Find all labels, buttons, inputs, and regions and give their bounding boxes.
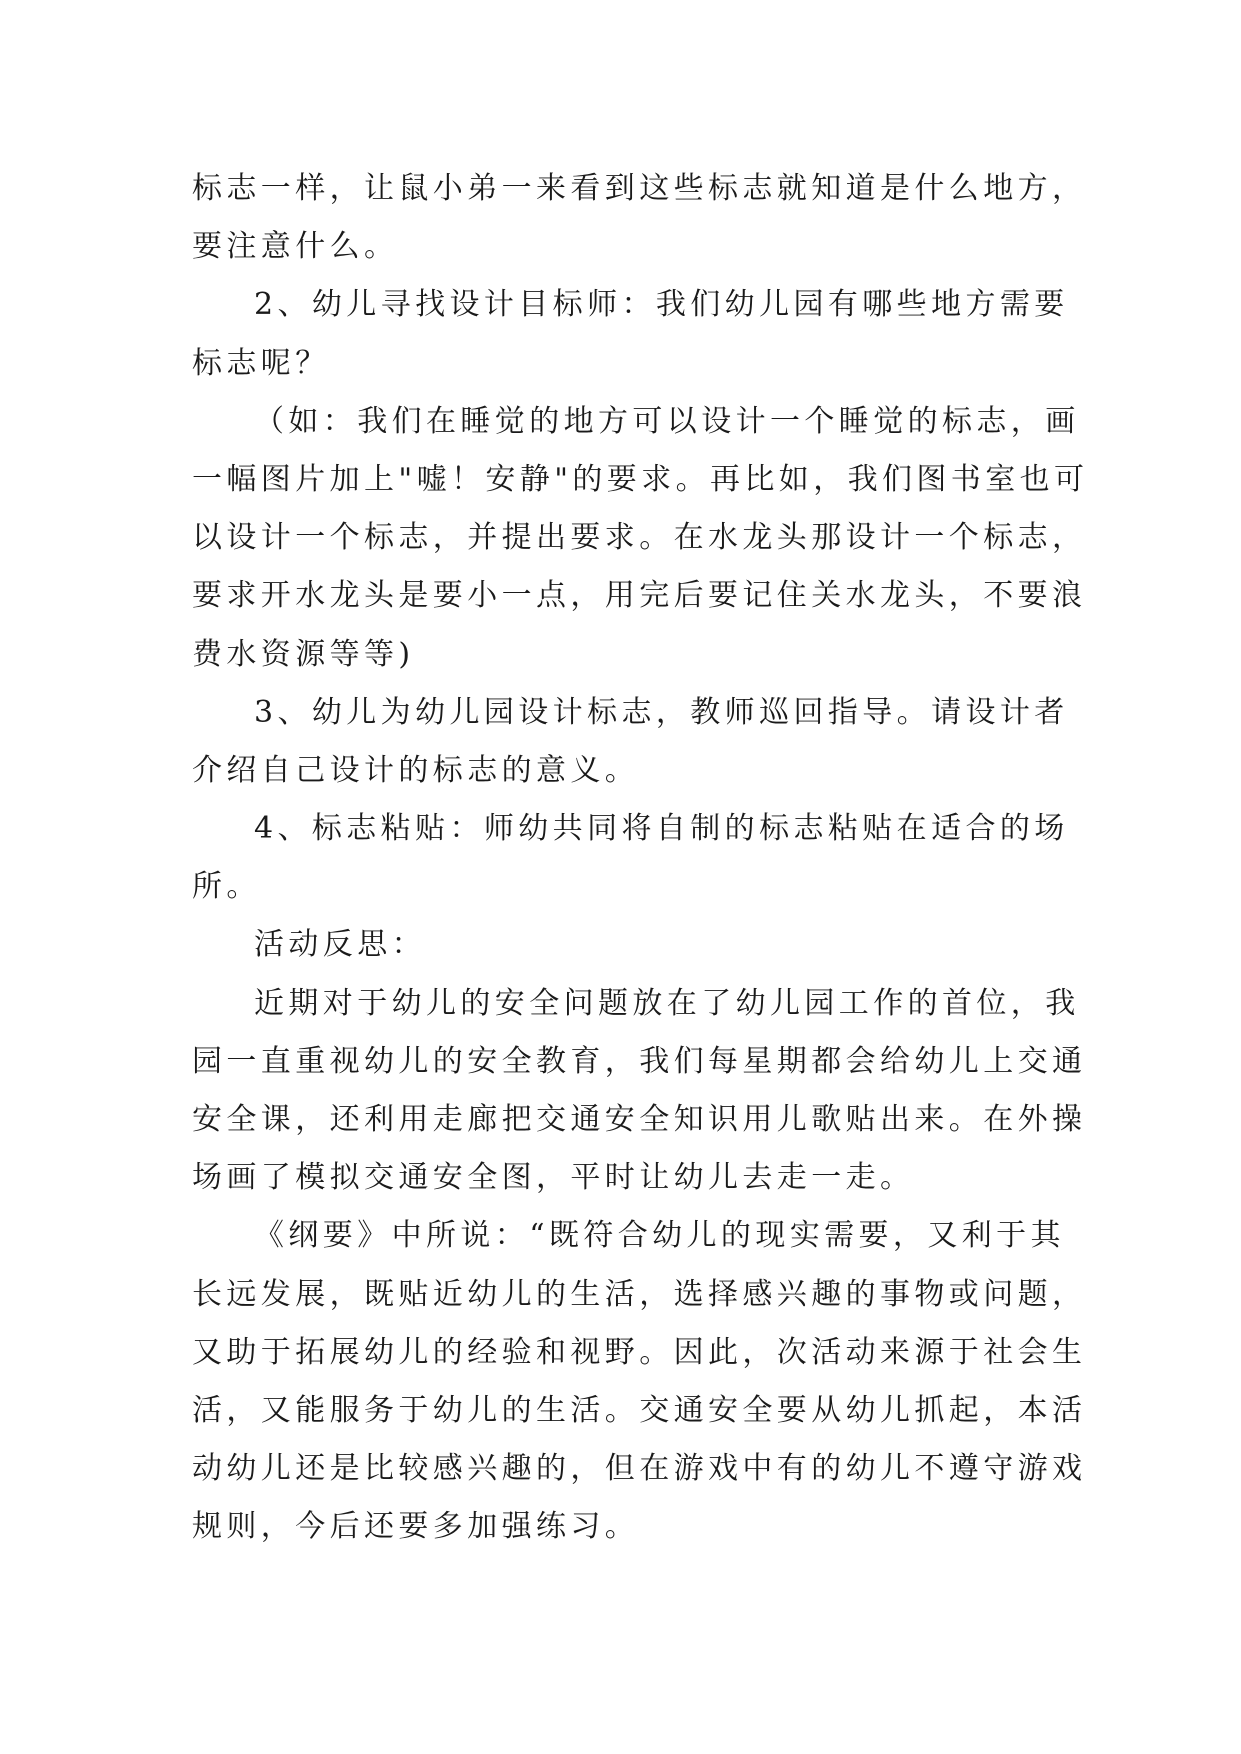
text-line: 近期对于幼儿的安全问题放在了幼儿园工作的首位，我	[254, 985, 1080, 1021]
text-line: 长远发展，既贴近幼儿的生活，选择感兴趣的事物或问题，	[192, 1276, 1087, 1312]
text-line: 要注意什么。	[192, 229, 399, 265]
text-line: 4、标志粘贴：师幼共同将自制的标志粘贴在适合的场	[254, 811, 1069, 847]
text-line: 安全课，还利用走廊把交通安全知识用儿歌贴出来。在外操	[192, 1102, 1087, 1137]
text-line: 费水资源等等)	[192, 636, 415, 672]
text-line: 以设计一个标志，并提出要求。在水龙头那设计一个标志，	[192, 520, 1087, 556]
text-line: 又助于拓展幼儿的经验和视野。因此，次活动来源于社会生	[192, 1334, 1087, 1370]
text-line: 园一直重视幼儿的安全教育，我们每星期都会给幼儿上交通	[192, 1043, 1087, 1079]
text-line: 所。	[192, 869, 261, 905]
text-line: 介绍自己设计的标志的意义。	[192, 752, 640, 788]
text-line: 标志一样，让鼠小弟一来看到这些标志就知道是什么地方，	[192, 171, 1087, 206]
text-line: 标志呢？	[192, 345, 330, 381]
document-body	[192, 160, 1089, 1557]
text-line: 2、幼儿寻找设计目标师：我们幼儿园有哪些地方需要	[254, 287, 1069, 323]
text-line: 3、幼儿为幼儿园设计标志，教师巡回指导。请设计者	[254, 694, 1069, 730]
text-line: （如：我们在睡觉的地方可以设计一个睡觉的标志，画	[254, 403, 1080, 439]
text-line: 动幼儿还是比较感兴趣的，但在游戏中有的幼儿不遵守游戏	[192, 1451, 1087, 1487]
text-line: 活，又能服务于幼儿的生活。交通安全要从幼儿抓起，本活	[192, 1392, 1087, 1428]
text-line: 规则，今后还要多加强练习。	[192, 1509, 640, 1545]
text-line: 要求开水龙头是要小一点，用完后要记住关水龙头，不要浪	[192, 578, 1087, 614]
text-line: 场画了模拟交通安全图，平时让幼儿去走一走。	[192, 1160, 915, 1196]
text-line: 《纲要》中所说：“既符合幼儿的现实需要，又利于其	[254, 1218, 1065, 1254]
section-heading-reflection: 活动反思：	[254, 927, 426, 963]
text-line: 一幅图片加上"嘘！安静"的要求。再比如，我们图书室也可	[192, 461, 1089, 497]
